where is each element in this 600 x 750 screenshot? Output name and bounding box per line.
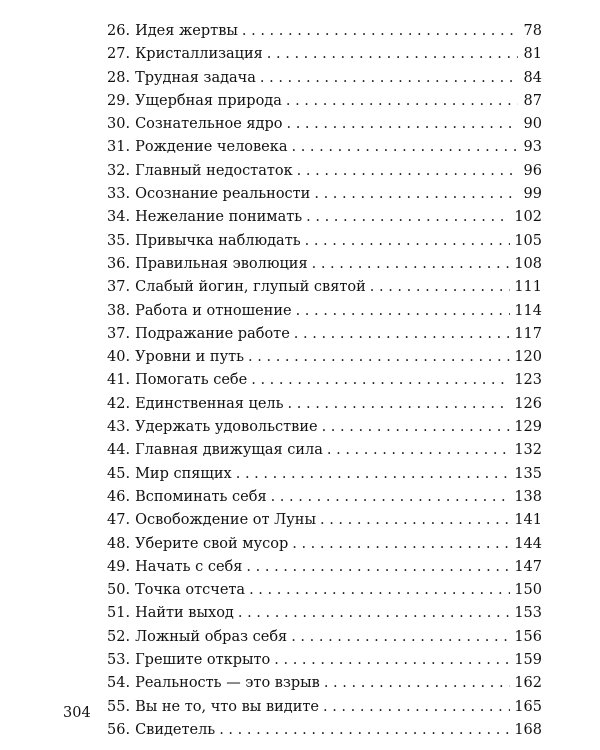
toc-entry-number: 55.: [107, 698, 131, 715]
toc-entry-title: Освобождение от Луны: [135, 512, 316, 529]
toc-entry-title: Вы не то, что вы видите: [135, 698, 319, 715]
dot-leader: [238, 602, 510, 625]
toc-entry-number: 37.: [107, 279, 131, 296]
toc-entry-title: Подражание работе: [135, 325, 290, 342]
toc-entry: [107, 230, 542, 253]
toc-entry: [107, 579, 542, 602]
toc-entry-title: Реальность — это взрыв: [135, 675, 320, 692]
toc-entry: [107, 719, 542, 742]
toc-entry-number: 35.: [107, 232, 131, 249]
dot-leader: [306, 206, 510, 229]
toc-entry: [107, 160, 542, 183]
dot-leader: [312, 253, 511, 276]
table-of-contents: [107, 20, 542, 742]
toc-entry-number: 50.: [107, 582, 131, 599]
toc-entry: [107, 183, 542, 206]
toc-entry-page: 93: [523, 139, 542, 156]
dot-leader: [267, 43, 518, 66]
toc-entry-title: Помогать себе: [135, 372, 248, 389]
dot-leader: [286, 113, 518, 136]
toc-entry-page: 138: [514, 488, 542, 505]
toc-entry-page: 81: [523, 46, 542, 63]
dot-leader: [314, 183, 518, 206]
toc-entry-page: 87: [523, 92, 542, 109]
toc-entry-number: 29.: [107, 92, 131, 109]
dot-leader: [236, 463, 511, 486]
toc-entry-number: 41.: [107, 372, 131, 389]
toc-entry-page: 99: [523, 186, 542, 203]
toc-entry-page: 129: [514, 419, 542, 436]
toc-entry-number: 56.: [107, 721, 131, 738]
toc-entry-number: 44.: [107, 442, 131, 459]
toc-entry-title: Ущербная природа: [135, 92, 282, 109]
dot-leader: [327, 439, 510, 462]
toc-entry-page: 165: [514, 698, 542, 715]
dot-leader: [291, 626, 510, 649]
toc-entry-number: 42.: [107, 395, 131, 412]
toc-entry: [107, 276, 542, 299]
toc-entry: [107, 649, 542, 672]
toc-entry-title: Ложный образ себя: [135, 628, 288, 645]
dot-leader: [286, 90, 518, 113]
toc-entry-title: Вспоминать себя: [135, 488, 267, 505]
dot-leader: [294, 323, 511, 346]
toc-entry-title: Уровни и путь: [135, 349, 245, 366]
toc-entry-number: 33.: [107, 186, 131, 203]
dot-leader: [292, 533, 510, 556]
toc-entry-number: 27.: [107, 46, 131, 63]
toc-entry-page: 150: [514, 582, 542, 599]
toc-entry-page: 162: [514, 675, 542, 692]
toc-entry-title: Найти выход: [135, 605, 234, 622]
toc-entry-title: Уберите свой мусор: [135, 535, 289, 552]
page-number: 304: [63, 705, 91, 721]
dot-leader: [271, 486, 511, 509]
toc-entry-page: 153: [514, 605, 542, 622]
toc-entry-number: 48.: [107, 535, 131, 552]
toc-entry-number: 40.: [107, 349, 131, 366]
toc-entry-page: 111: [514, 279, 542, 296]
toc-entry-page: 102: [514, 209, 542, 226]
toc-entry-page: 141: [514, 512, 542, 529]
toc-entry: [107, 136, 542, 159]
toc-entry-number: 38.: [107, 302, 131, 319]
toc-entry-title: Нежелание понимать: [135, 209, 303, 226]
toc-entry: [107, 533, 542, 556]
toc-entry-title: Слабый йогин, глупый святой: [135, 279, 366, 296]
toc-entry-page: 120: [514, 349, 542, 366]
toc-entry-number: 43.: [107, 419, 131, 436]
toc-entry: [107, 323, 542, 346]
toc-entry: [107, 626, 542, 649]
toc-entry-number: 46.: [107, 488, 131, 505]
dot-leader: [274, 649, 510, 672]
toc-entry-page: 159: [514, 652, 542, 669]
toc-entry-page: 135: [514, 465, 542, 482]
toc-entry-number: 47.: [107, 512, 131, 529]
dot-leader: [320, 509, 510, 532]
toc-entry-page: 114: [514, 302, 542, 319]
toc-entry-number: 54.: [107, 675, 131, 692]
dot-leader: [296, 300, 511, 323]
toc-entry-title: Правильная эволюция: [135, 255, 308, 272]
toc-entry-page: 144: [514, 535, 542, 552]
dot-leader: [251, 369, 510, 392]
toc-entry: [107, 253, 542, 276]
toc-entry-page: 105: [514, 232, 542, 249]
toc-entry-title: Грешите открыто: [135, 652, 271, 669]
toc-entry-title: Главный недостаток: [135, 162, 293, 179]
toc-entry-title: Начать с себя: [135, 558, 243, 575]
dot-leader: [219, 719, 510, 742]
toc-entry-page: 147: [514, 558, 542, 575]
toc-entry-number: 49.: [107, 558, 131, 575]
toc-entry-page: 126: [514, 395, 542, 412]
toc-entry-title: Осознание реальности: [135, 186, 311, 203]
dot-leader: [242, 20, 518, 43]
toc-entry: [107, 439, 542, 462]
toc-entry-number: 53.: [107, 652, 131, 669]
toc-entry-title: Трудная задача: [135, 69, 256, 86]
toc-entry-page: 108: [514, 255, 542, 272]
toc-entry-title: Удержать удовольствие: [135, 419, 318, 436]
toc-entry: [107, 696, 542, 719]
dot-leader: [322, 416, 511, 439]
toc-entry-number: 52.: [107, 628, 131, 645]
toc-entry-number: 28.: [107, 69, 131, 86]
toc-entry-number: 37.: [107, 325, 131, 342]
toc-entry-page: 168: [514, 721, 542, 738]
toc-entry: [107, 346, 542, 369]
toc-entry: [107, 300, 542, 323]
toc-entry-page: 123: [514, 372, 542, 389]
toc-entry: [107, 602, 542, 625]
toc-entry: [107, 113, 542, 136]
toc-entry: [107, 43, 542, 66]
toc-entry-title: Привычка наблюдать: [135, 232, 301, 249]
toc-entry-number: 30.: [107, 116, 131, 133]
toc-entry-title: Работа и отношение: [135, 302, 292, 319]
toc-entry-title: Кристаллизация: [135, 46, 263, 63]
toc-entry-title: Сознательное ядро: [135, 116, 283, 133]
toc-entry: [107, 67, 542, 90]
toc-entry-number: 51.: [107, 605, 131, 622]
toc-entry-page: 156: [514, 628, 542, 645]
toc-entry-number: 31.: [107, 139, 131, 156]
toc-entry-page: 96: [523, 162, 542, 179]
dot-leader: [297, 160, 518, 183]
dot-leader: [323, 696, 510, 719]
dot-leader: [324, 672, 510, 695]
toc-entry-page: 84: [523, 69, 542, 86]
dot-leader: [246, 556, 510, 579]
toc-entry: [107, 20, 542, 43]
toc-entry: [107, 556, 542, 579]
toc-entry-number: 32.: [107, 162, 131, 179]
toc-entry-title: Рождение человека: [135, 139, 288, 156]
toc-entry-number: 36.: [107, 255, 131, 272]
dot-leader: [249, 579, 510, 602]
toc-entry: [107, 509, 542, 532]
toc-entry: [107, 393, 542, 416]
toc-entry: [107, 90, 542, 113]
dot-leader: [305, 230, 511, 253]
toc-entry: [107, 463, 542, 486]
toc-entry-page: 90: [523, 116, 542, 133]
toc-entry-page: 132: [514, 442, 542, 459]
toc-entry: [107, 672, 542, 695]
dot-leader: [370, 276, 511, 299]
toc-entry-title: Точка отсчета: [135, 582, 246, 599]
dot-leader: [248, 346, 510, 369]
toc-entry-title: Мир спящих: [135, 465, 232, 482]
toc-entry: [107, 486, 542, 509]
toc-entry-number: 45.: [107, 465, 131, 482]
toc-entry-number: 26.: [107, 23, 131, 39]
dot-leader: [260, 67, 518, 90]
toc-entry-page: 117: [514, 325, 542, 342]
toc-entry-number: 34.: [107, 209, 131, 226]
toc-entry: [107, 369, 542, 392]
dot-leader: [291, 136, 518, 159]
dot-leader: [288, 393, 511, 416]
toc-entry-title: Свидетель: [135, 721, 216, 738]
toc-entry-page: 78: [523, 23, 542, 39]
toc-entry-title: Идея жертвы: [135, 23, 238, 39]
toc-entry: [107, 206, 542, 229]
toc-entry-title: Единственная цель: [135, 395, 284, 412]
toc-entry-title: Главная движущая сила: [135, 442, 323, 459]
toc-entry: [107, 416, 542, 439]
